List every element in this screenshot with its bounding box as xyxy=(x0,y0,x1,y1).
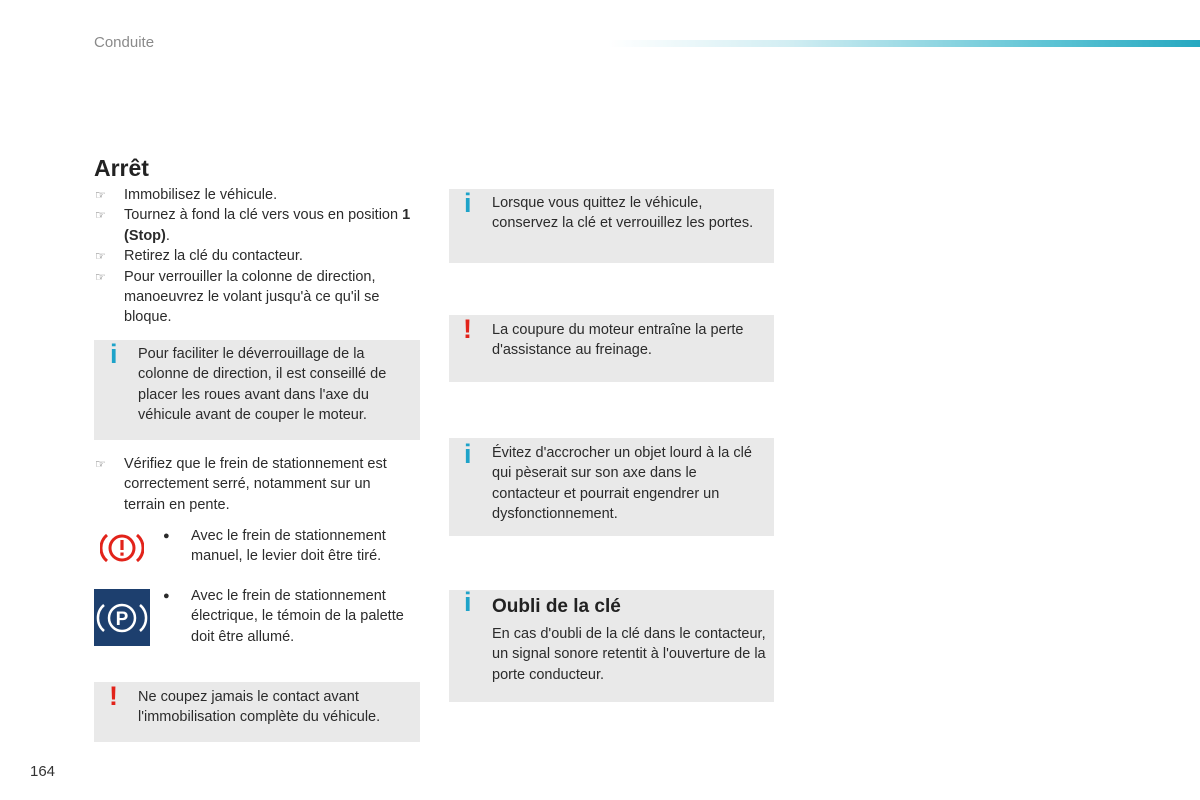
section-title: Arrêt xyxy=(94,155,149,181)
bullet: ● xyxy=(163,590,170,602)
parking-electric-item xyxy=(163,586,433,650)
info-box-steering xyxy=(94,340,420,440)
oubli-title: Oubli de la clé xyxy=(492,596,621,617)
step-text-part: Tournez à fond la clé vers vous en position xyxy=(124,207,403,224)
step-text-part: 1 (Stop) xyxy=(124,207,411,244)
section-label: Conduite xyxy=(94,34,155,51)
svg-text:P: P xyxy=(115,609,129,630)
warning-icon: ! xyxy=(463,314,472,344)
header-accent-bar xyxy=(608,40,1200,47)
pointer-icon: ☞ xyxy=(95,269,106,284)
electric-parking-icon xyxy=(94,589,150,646)
info-icon: i xyxy=(464,188,472,218)
info-text: Évitez d'accrocher un objet lourd à la clé qui pèserait sur son axe dans le contacteur et pourrait engendrer un dysfonctionnement. xyxy=(492,445,752,523)
parking-manual-item xyxy=(163,526,433,570)
info-text: Pour faciliter le déverrouillage de la colonne de direction, il est conseillé de placer les roues avant dans l'axe du véhicule avant de couper le moteur. xyxy=(138,346,387,424)
step-text-part: . xyxy=(165,227,170,244)
oubli-text: En cas d'oubli de la clé dans le contacteur, un signal sonore retentit à l'ouverture de la porte conducteur. xyxy=(492,626,766,683)
parking-step xyxy=(95,454,415,515)
list-item xyxy=(95,267,415,328)
step-text xyxy=(124,187,277,203)
step-text xyxy=(124,269,379,326)
step-text-part: Pour verrouiller la colonne de direction, manoeuvrez le volant jusqu'à ce qu'il se bloque. xyxy=(124,268,380,326)
page-number: 164 xyxy=(30,763,56,780)
step-text xyxy=(124,207,410,243)
warning-box-contact xyxy=(94,682,420,742)
step-text-part: Immobilisez le véhicule. xyxy=(124,187,278,203)
parking-manual-text: Avec le frein de stationnement manuel, le levier doit être tiré. xyxy=(191,528,386,565)
list-item xyxy=(95,205,415,246)
pointer-icon: ☞ xyxy=(95,208,106,223)
list-item xyxy=(95,185,415,205)
step-text xyxy=(124,248,303,264)
info-icon: i xyxy=(464,587,472,617)
list-item xyxy=(95,454,415,515)
warning-text: La coupure du moteur entraîne la perte d'assistance au freinage. xyxy=(492,322,744,359)
pointer-icon: ☞ xyxy=(95,188,106,202)
info-box-oubli xyxy=(449,587,774,702)
warning-icon: ! xyxy=(109,681,118,711)
warning-text: Ne coupez jamais le contact avant l'immobilisation complète du véhicule. xyxy=(138,689,381,726)
parking-electric-text: Avec le frein de stationnement électrique, le témoin de la palette doit être allumé. xyxy=(191,588,404,645)
parking-brake-warning-icon xyxy=(100,528,144,568)
list-item xyxy=(95,246,415,266)
info-box-leave xyxy=(449,189,774,263)
steps-list xyxy=(95,185,415,328)
pointer-icon: ☞ xyxy=(95,249,106,264)
warning-box-brake xyxy=(449,315,774,382)
pointer-icon: ☞ xyxy=(95,457,106,471)
info-icon: i xyxy=(110,339,118,369)
info-text: Lorsque vous quittez le véhicule, conservez la clé et verrouillez les portes. xyxy=(492,195,754,232)
step-text-part: Retirez la clé du contacteur. xyxy=(124,248,303,265)
step-text: Vérifiez que le frein de stationnement est correctement serré, notamment sur un terrain en pente. xyxy=(124,456,387,513)
info-box-heavy xyxy=(449,438,774,536)
bullet: ● xyxy=(163,530,170,542)
info-icon: i xyxy=(464,439,472,469)
